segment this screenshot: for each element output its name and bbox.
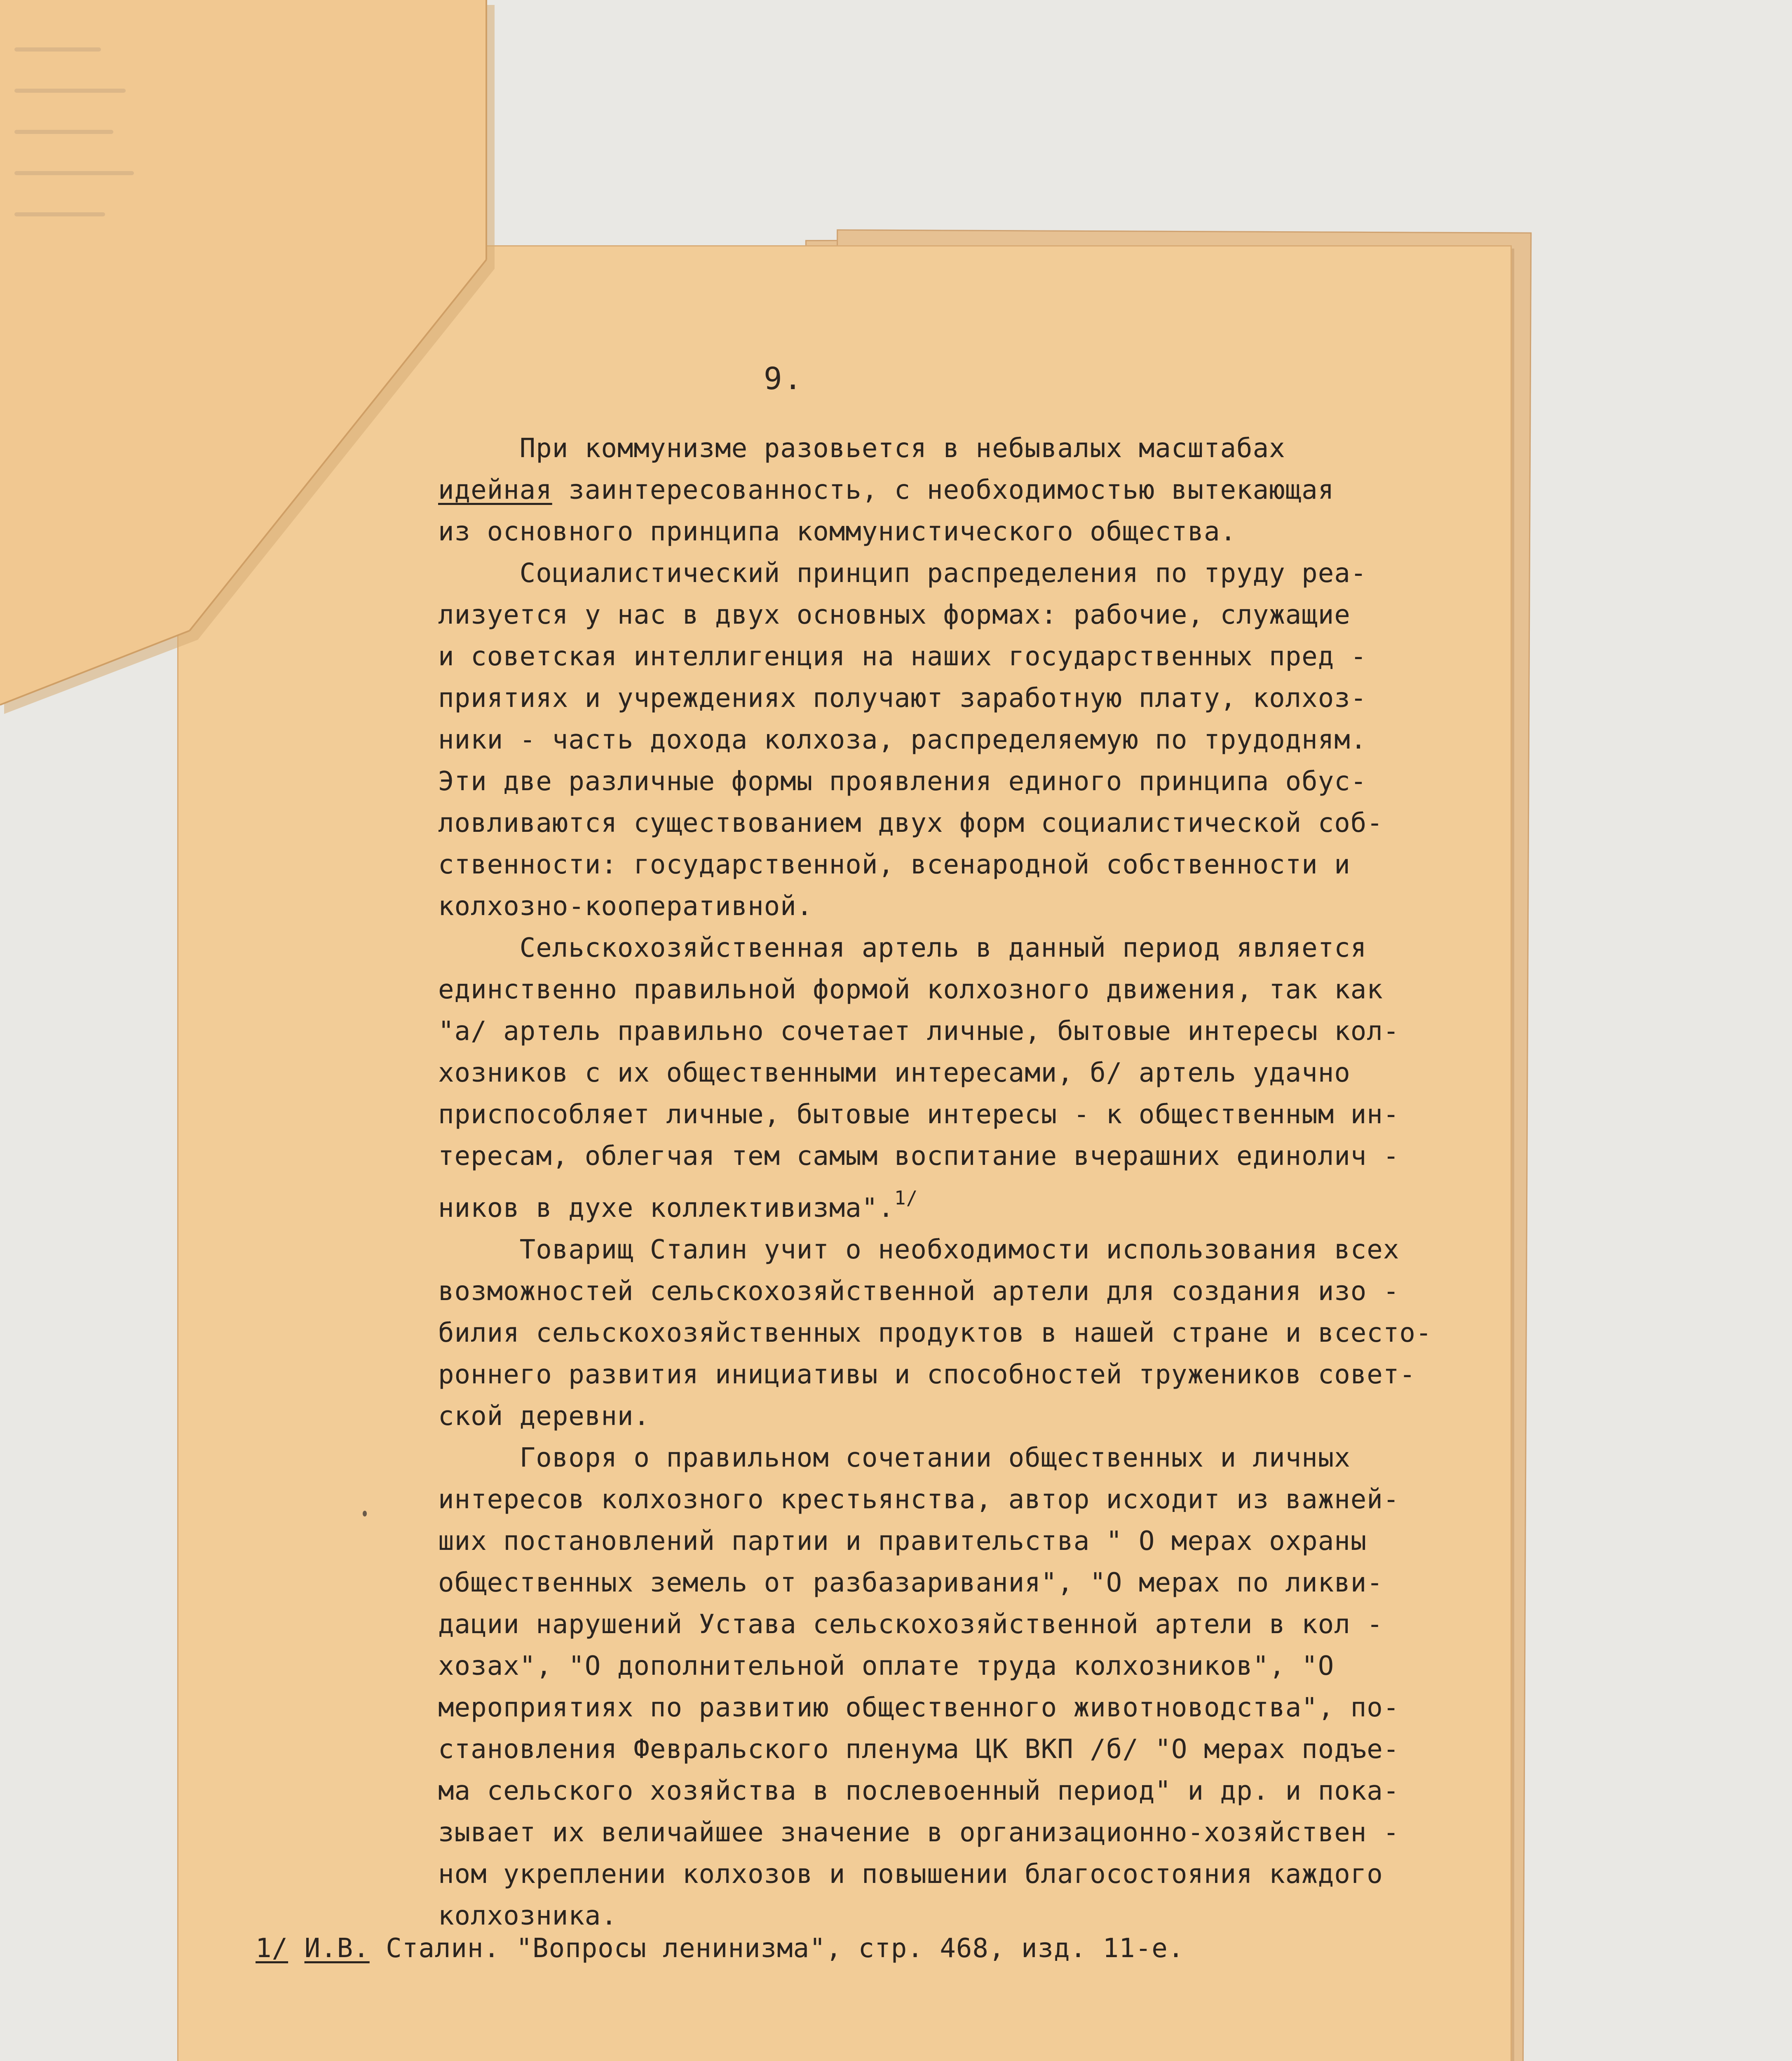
- text-line: Социалистический принцип распределения по труду реа-: [438, 558, 1367, 589]
- text-line: хозах", "О дополнительной оплате труда колхозников", "О: [438, 1651, 1335, 1681]
- text-line: приятиях и учреждениях получают заработную плату, колхоз-: [438, 683, 1367, 714]
- text-line: из основного принципа коммунистического общества.: [438, 516, 1237, 547]
- text-line: тересам, облегчая тем самым воспитание вчерашних единолич -: [438, 1141, 1400, 1171]
- footnote-text: Сталин. "Вопросы ленинизма", стр. 468, изд. 11-е.: [369, 1933, 1185, 1964]
- text-line: ской деревни.: [438, 1401, 650, 1432]
- text-line: ники - часть дохода колхоза, распределяемую по трудодням.: [438, 725, 1367, 755]
- text-line: колхозно-кооперативной.: [438, 891, 813, 922]
- text-line: приспособляет личные, бытовые интересы - к общественным ин-: [438, 1099, 1400, 1130]
- text-line: При коммунизме разовьется в небывалых масштабах: [438, 433, 1285, 464]
- text-line: Эти две различные формы проявления единого принципа обус-: [438, 766, 1367, 797]
- footnote-reference: 1/: [894, 1187, 918, 1209]
- text-line: зывает их величайшее значение в организационно-хозяйствен -: [438, 1817, 1400, 1848]
- text-line: дации нарушений Устава сельскохозяйственной артели в кол -: [438, 1609, 1383, 1640]
- text-line: [438, 1177, 1456, 1229]
- text-line: становления Февральского пленума ЦК ВКП /б/ "О мерах подъе-: [438, 1734, 1400, 1765]
- text-line: Говоря о правильном сочетании общественных и личных: [438, 1443, 1351, 1473]
- text-line-main: ников в духе коллективизма".: [438, 1193, 894, 1223]
- text-line: ма сельского хозяйства в послевоенный период" и др. и пока-: [438, 1776, 1400, 1806]
- footnote-author-initials: И.В.: [304, 1933, 370, 1964]
- text-line: интересов колхозного крестьянства, автор исходит из важней-: [438, 1484, 1400, 1515]
- footnote-marker: 1/: [256, 1933, 289, 1964]
- text-line-rest: заинтересованность, с необходимостью вытекающая: [552, 475, 1335, 505]
- text-line: и советская интеллигенция на наших государственных пред -: [438, 641, 1367, 672]
- text-line: хозников с их общественными интересами, б/ артель удачно: [438, 1058, 1351, 1088]
- ink-mark: [363, 1511, 367, 1516]
- text-line: возможностей сельскохозяйственной артели для создания изо -: [438, 1276, 1400, 1307]
- folded-sheet: [0, 0, 515, 721]
- text-line: лизуется у нас в двух основных формах: рабочие, служащие: [438, 600, 1351, 630]
- text-line: ших постановлений партии и правительства " О мерах охраны: [438, 1526, 1367, 1556]
- page-body: [438, 428, 1456, 1937]
- text-line: ственности: государственной, всенародной собственности и: [438, 850, 1351, 880]
- text-line: ном укреплении колхозов и повышении благосостояния каждого: [438, 1859, 1383, 1890]
- text-line: колхозника.: [438, 1901, 617, 1931]
- underlined-word: идейная: [438, 475, 552, 505]
- text-line: Сельскохозяйственная артель в данный период является: [438, 933, 1367, 963]
- text-line: мероприятиях по развитию общественного животноводства", по-: [438, 1692, 1400, 1723]
- text-line: билия сельскохозяйственных продуктов в нашей стране и всесто-: [438, 1318, 1432, 1348]
- footnote: [256, 1933, 1286, 1964]
- text-line: роннего развития инициативы и способностей тружеников совет-: [438, 1359, 1416, 1390]
- page-number: 9.: [764, 361, 804, 397]
- text-line: единственно правильной формой колхозного движения, так как: [438, 974, 1383, 1005]
- text-line: "а/ артель правильно сочетает личные, бытовые интересы кол-: [438, 1016, 1400, 1047]
- text-line: [438, 469, 1456, 511]
- text-line: Товарищ Сталин учит о необходимости использования всех: [438, 1235, 1400, 1265]
- text-line: общественных земель от разбазаривания", "О мерах по ликви-: [438, 1568, 1383, 1598]
- text-line: ловливаются существованием двух форм социалистической соб-: [438, 808, 1383, 838]
